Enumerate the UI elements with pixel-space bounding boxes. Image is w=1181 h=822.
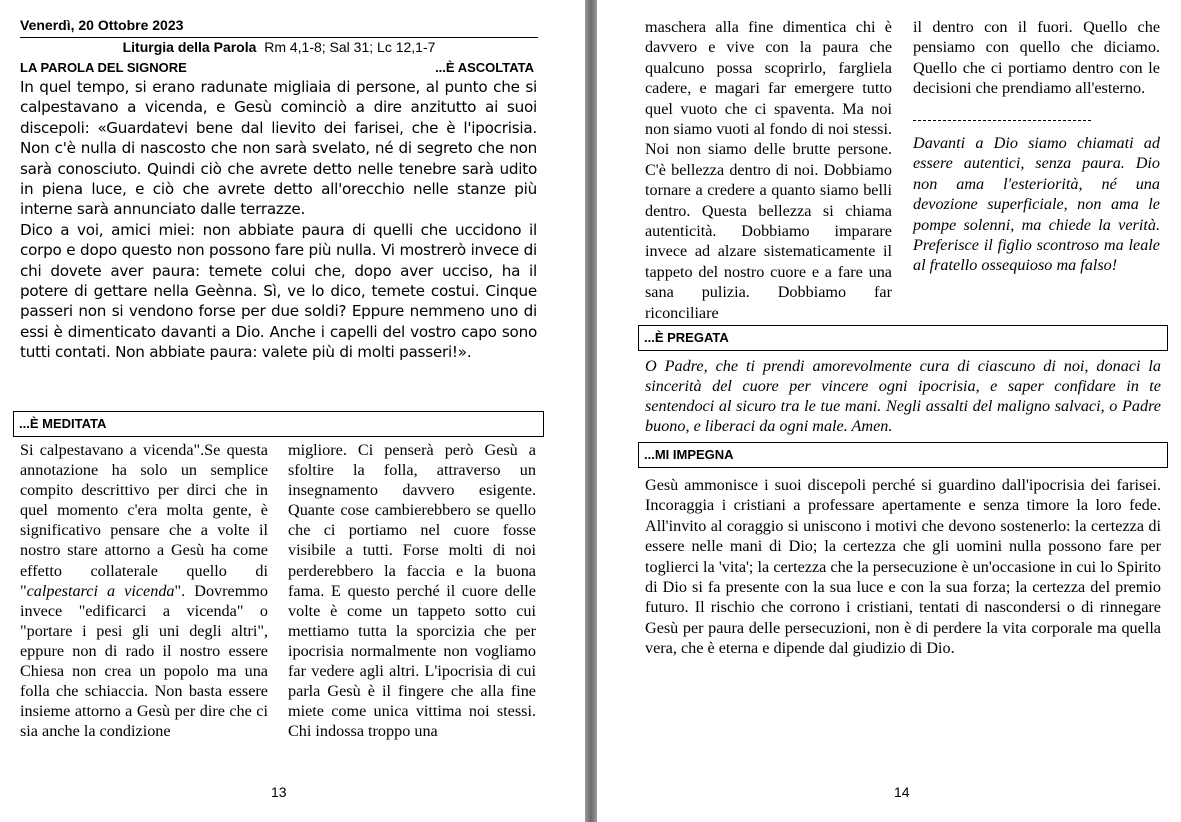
- meditation-column-1: [20, 440, 268, 741]
- meditation-text-3: maschera alla fine dimentica chi è davvero e vive con la paura che qualcuno possa scoprirlo, fargliela cadere, e magari far emergere tutto quel vuoto che ci spaventa. Ma noi non siamo vuoti al fondo di noi stessi. Noi non siamo delle brutte persone. C'è bellezza dentro di noi. Dobbiamo tornare a credere a quanto siamo belli dentro. Questa bellezza si chiama autenticità. Dobbiamo imparare invece ad alzare sistematicamente il tappeto del nostro cuore e a fare una sana pulizia. Dobbiamo far riconciliare: [645, 18, 892, 322]
- meditation-text-4: il dentro con il fuori. Quello che pensiamo con quello che diciamo. Quello che ci portiamo dentro con le decisioni che prendiamo all'esterno.: [913, 18, 1160, 98]
- section-title-word: LA PAROLA DEL SIGNORE: [20, 60, 187, 75]
- page-gutter: [585, 0, 597, 822]
- section-meditated: ...È MEDITATA: [13, 411, 544, 437]
- gospel-paragraph-2: Dico a voi, amici miei: non abbiate paura di quelli che uccidono il corpo e dopo questo non possono fare più nulla. Vi mostrerò invece di chi dovete aver paura: temete colui che, dopo aver ucciso, ha il potere di gettare nella Geènna. Sì, ve lo dico, temete costui. Cinque passeri non si vendono forse per due soldi? Eppure nemmeno uno di essi è dimenticato davanti a Dio. Anche i capelli del vostro capo sono tutti contati. Non abbiate paura: valete più di molti passeri!».: [20, 220, 537, 362]
- page-number-left: 13: [271, 784, 287, 800]
- readings-reference: Rm 4,1-8; Sal 31; Lc 12,1-7: [264, 39, 436, 55]
- meditation-italic-phrase: calpestarci a vicenda: [26, 581, 175, 600]
- gospel-text: [20, 77, 537, 363]
- liturgy-label: Liturgia della Parola: [122, 39, 257, 55]
- section-commitment: ...MI IMPEGNA: [638, 442, 1168, 468]
- meditation-italic-block: Davanti a Dio siamo chiamati ad essere autentici, senza paura. Dio non ama l'esteriorità, né una devozione superficiale, non ama le pompe solenni, ma chiede la verità. Preferisce il figlio scontroso ma leale al fratello ossequioso ma falso!: [913, 134, 1160, 275]
- word-section-header: [20, 60, 534, 76]
- page-number-right: 14: [894, 784, 910, 800]
- gospel-paragraph-1: In quel tempo, si erano radunate migliaia di persone, al punto che si calpestavano a vicenda, e Gesù cominciò a dire anzitutto ai suoi discepoli: «Guardatevi bene dal lievito dei farisei, che è l'ipocrisia. Non c'è nulla di nascosto che non sarà svelato, né di segreto che non sarà conosciuto. Quindi ciò che avrete detto nelle tenebre sarà udito in piena luce, e ciò che avrete detto all'orecchio nelle stanze più interne sarà annunciato dalle terrazze.: [20, 78, 537, 219]
- date-header: Venerdì, 20 Ottobre 2023: [20, 17, 538, 38]
- meditation-text-2: migliore. Ci penserà però Gesù a sfoltire la folla, attraverso un insegnamento davvero esigente. Quante cose cambierebbero se quello che ci portiamo nel cuore fosse visibile a tutti. Forse molti di noi perderebbero la faccia e la buona fama. E questo perché il cuore delle volte è come un tappeto sotto cui mettiamo tutta la sporcizia che per ipocrisia normalmente non vogliamo far vedere agli altri. L'ipocrisia di cui parla Gesù è il fingere che alla fine miete come unica vittima noi stessi. Chi indossa troppo una: [288, 441, 536, 741]
- liturgy-line: [20, 39, 538, 56]
- meditation-column-2: [288, 440, 536, 741]
- meditation-text-1a: Si calpestavano a vicenda".Se questa annotazione ha solo un semplice compito descrittivo per dirci che in quel momento c'era molta gente, è significativo pensare che a volte il nostro stare attorno a Gesù ha come effetto collaterale quello di ": [20, 441, 268, 600]
- commitment-text: Gesù ammonisce i suoi discepoli perché si guardino dall'ipocrisia dei farisei. Incoraggia i cristiani a professare apertamente e senza timore la loro fede. All'invito al coraggio si uniscono i motivi che devono sostenerlo: la certezza di essere nelle mani di Dio; la certezza che gli uomini nulla possono fare per toglierci la 'vita'; la certezza che la persecuzione è un'occasione in cui lo Spirito di Dio si fa presente con la sua luce e con la sua forza; la certezza del premio futuro. Il rischio che corrono i cristiani, tentati di nascondersi o di rinnegare Gesù per paura delle persecuzioni, non è di perdere la vita corporale ma quella vera, che è eterna e dipende dal giudizio di Dio.: [645, 476, 1161, 658]
- dashed-divider: [913, 120, 1091, 121]
- section-prayed: ...È PREGATA: [638, 325, 1168, 351]
- meditation-column-3: [645, 17, 892, 323]
- meditation-column-4: [913, 17, 1160, 99]
- prayer-text: O Padre, che ti prendi amorevolmente cura di ciascuno di noi, donaci la sincerità del cuore per vincere ogni ipocrisia, e saper confidare in te sentendoci al sicuro tra le tue mani. Negli assalti del maligno salvaci, o Padre buono, e liberaci da ogni male. Amen.: [645, 357, 1161, 436]
- meditation-text-1b: ". Dovremmo invece "edificarci a vicenda" o "portare i pesi gli uni degli altri", eppure non di rado il nostro essere Chiesa non crea un popolo ma una folla che schiaccia. Non basta essere insieme attorno a Gesù per dire che ci sia anche la condizione: [20, 581, 268, 741]
- left-page: [0, 0, 585, 822]
- section-title-listen: ...È ASCOLTATA: [435, 60, 534, 75]
